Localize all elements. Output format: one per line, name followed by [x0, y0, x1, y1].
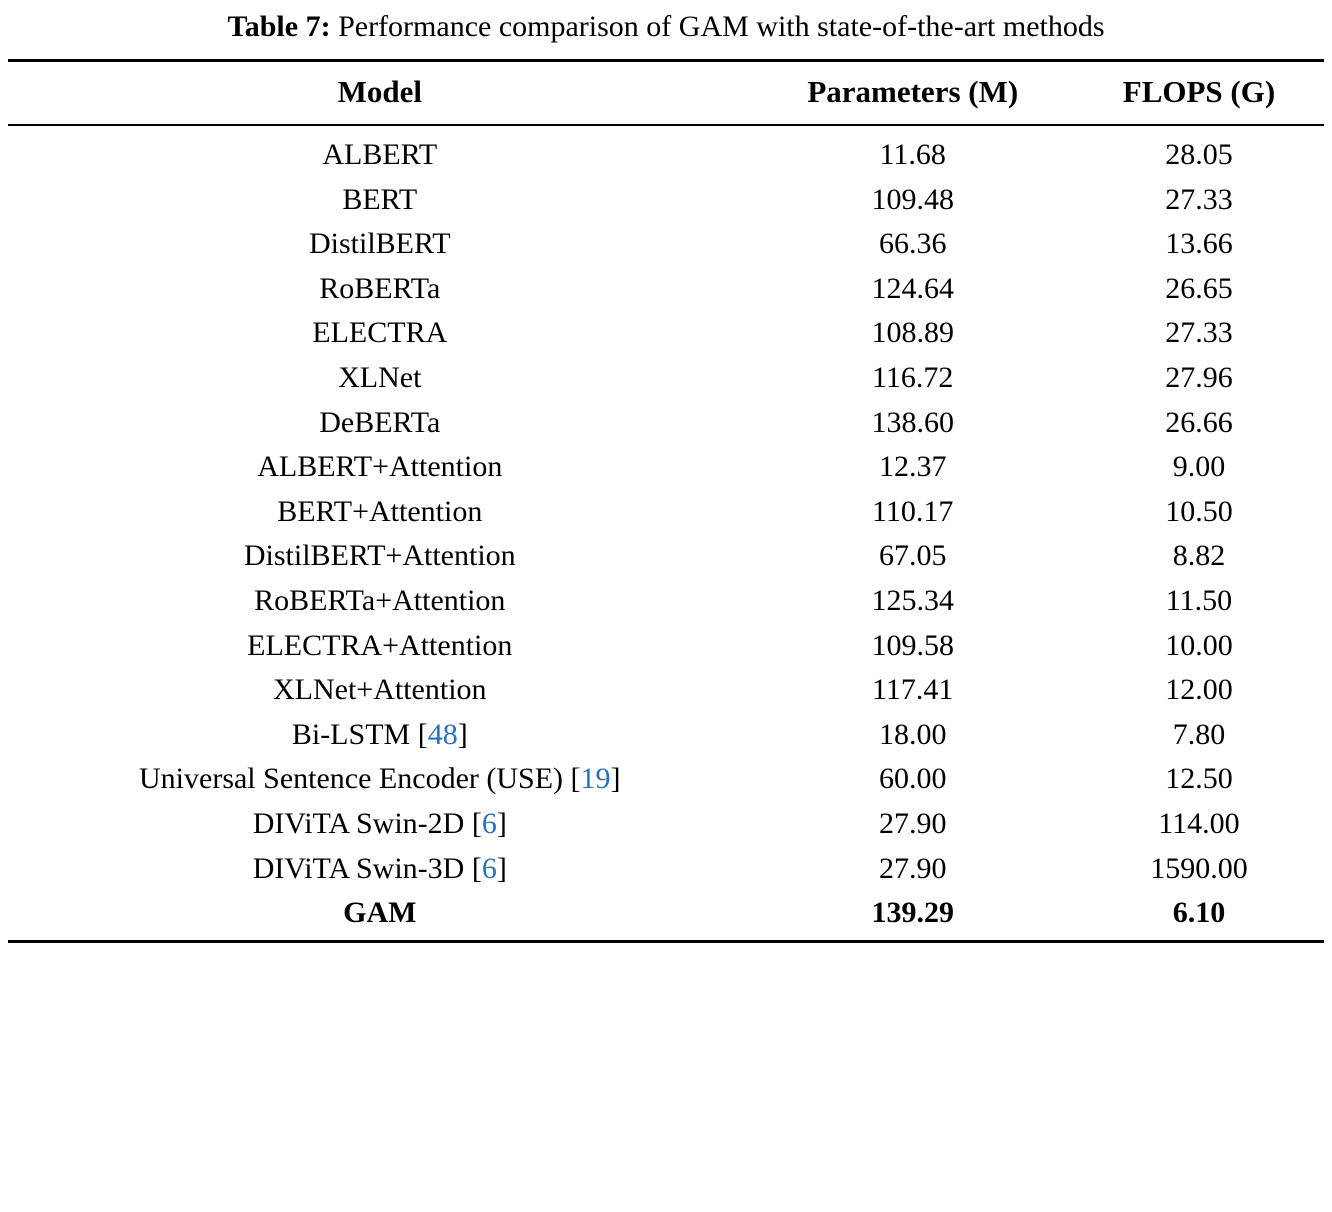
cell-flops: 26.66 — [1165, 405, 1233, 439]
cell-model — [8, 579, 752, 624]
model-name: DIViTA Swin-2D — [252, 806, 465, 840]
model-name: Universal Sentence Encoder (USE) — [139, 762, 564, 796]
table-header — [8, 61, 1324, 126]
cell-model — [8, 178, 752, 223]
table-row — [8, 356, 1324, 401]
table-row — [8, 713, 1324, 758]
table-row — [8, 445, 1324, 490]
cell-flops: 28.05 — [1165, 138, 1233, 171]
cell-parameters: 125.34 — [871, 583, 954, 617]
model-name: Bi-LSTM — [291, 717, 411, 751]
cell-model — [8, 624, 752, 669]
table-row — [8, 178, 1324, 223]
table-row — [8, 534, 1324, 579]
model-name: RoBERTa+Attention — [254, 583, 506, 617]
cell-parameters: 27.90 — [879, 806, 947, 840]
cell-flops: 9.00 — [1172, 450, 1226, 484]
table-caption — [8, 0, 1324, 59]
column-header-model: Model — [8, 61, 752, 126]
cell-flops: 12.00 — [1165, 673, 1233, 707]
cell-model — [8, 356, 752, 401]
model-name: ALBERT — [322, 138, 438, 171]
header-row — [8, 61, 1324, 126]
cell-parameters: 27.90 — [879, 851, 947, 885]
cell-model — [8, 534, 752, 579]
model-name: DeBERTa — [319, 405, 441, 439]
model-name: RoBERTa — [319, 271, 441, 305]
cell-model — [8, 311, 752, 356]
cell-model — [8, 267, 752, 312]
bottom-rule — [8, 941, 1324, 947]
cell-parameters: 117.41 — [872, 673, 954, 707]
table-row — [8, 668, 1324, 713]
citation-number[interactable]: 48 — [427, 717, 458, 751]
model-name: ALBERT+Attention — [257, 450, 503, 484]
cell-model — [8, 847, 752, 892]
cell-model — [8, 490, 752, 535]
table-row — [8, 267, 1324, 312]
table-row — [8, 125, 1324, 178]
model-name: ELECTRA+Attention — [247, 628, 513, 662]
model-name: XLNet — [338, 360, 422, 394]
table-row — [8, 579, 1324, 624]
cell-model — [8, 713, 752, 758]
cell-parameters: 67.05 — [879, 539, 947, 573]
cell-flops: 27.33 — [1165, 316, 1233, 350]
cell-flops: 6.10 — [1172, 896, 1226, 930]
cell-flops: 11.50 — [1165, 583, 1233, 617]
cell-parameters: 116.72 — [872, 360, 954, 394]
model-name: XLNet+Attention — [273, 673, 487, 707]
cell-parameters: 109.58 — [871, 628, 954, 662]
model-name: DistilBERT+Attention — [243, 539, 516, 573]
cell-parameters: 124.64 — [871, 271, 954, 305]
model-name: DistilBERT — [308, 227, 451, 261]
cell-flops: 10.50 — [1165, 494, 1233, 528]
cell-flops: 26.65 — [1165, 271, 1233, 305]
cell-model — [8, 401, 752, 446]
cell-parameters: 108.89 — [871, 316, 954, 350]
bracket-open: [ — [464, 806, 482, 840]
model-name: BERT+Attention — [277, 494, 483, 528]
table-row — [8, 847, 1324, 892]
table-row — [8, 222, 1324, 267]
cell-flops: 10.00 — [1165, 628, 1233, 662]
cell-parameters: 139.29 — [871, 896, 954, 930]
cell-flops: 27.33 — [1165, 182, 1233, 216]
cell-model — [8, 891, 752, 941]
citation-reference[interactable] — [563, 762, 621, 795]
cell-parameters: 66.36 — [879, 227, 947, 261]
cell-parameters: 18.00 — [879, 717, 947, 751]
model-name: DIViTA Swin-3D — [252, 851, 465, 885]
cell-flops: 8.82 — [1172, 539, 1226, 573]
citation-reference[interactable] — [464, 807, 507, 840]
cell-parameters: 60.00 — [879, 762, 947, 796]
cell-model — [8, 445, 752, 490]
cell-model — [8, 125, 752, 178]
bracket-open: [ — [563, 762, 581, 796]
table-row — [8, 802, 1324, 847]
cell-parameters: 138.60 — [871, 405, 954, 439]
cell-parameters: 110.17 — [872, 494, 954, 528]
bracket-open: [ — [410, 717, 428, 751]
cell-model — [8, 222, 752, 267]
table-row — [8, 624, 1324, 669]
cell-parameters: 109.48 — [871, 182, 954, 216]
citation-number[interactable]: 6 — [481, 806, 497, 840]
cell-parameters: 12.37 — [879, 450, 947, 484]
table-row — [8, 891, 1324, 941]
model-name: BERT — [342, 182, 418, 216]
cell-model — [8, 757, 752, 802]
table-row — [8, 401, 1324, 446]
table-row — [8, 311, 1324, 356]
citation-reference[interactable] — [410, 718, 468, 751]
bracket-close: ] — [496, 851, 507, 885]
table-row — [8, 757, 1324, 802]
table-row — [8, 490, 1324, 535]
citation-reference[interactable] — [464, 852, 507, 885]
bracket-close: ] — [496, 806, 507, 840]
performance-comparison-table — [8, 59, 1324, 947]
table-body — [8, 125, 1324, 941]
cell-flops: 27.96 — [1165, 360, 1233, 394]
bracket-close: ] — [457, 717, 468, 751]
model-name: GAM — [343, 896, 417, 930]
cell-flops: 12.50 — [1165, 762, 1233, 796]
citation-number[interactable]: 6 — [481, 851, 497, 885]
table-bottom-rule — [8, 941, 1324, 947]
cell-flops: 114.00 — [1158, 806, 1240, 840]
bracket-open: [ — [464, 851, 482, 885]
column-header-flops: FLOPS (G) — [1074, 61, 1324, 126]
cell-flops: 1590.00 — [1150, 851, 1248, 885]
cell-parameters: 11.68 — [879, 138, 946, 171]
model-name: ELECTRA — [312, 316, 448, 350]
cell-model — [8, 668, 752, 713]
citation-number[interactable]: 19 — [580, 762, 611, 796]
caption-label: Table 7: — [227, 10, 331, 43]
cell-model — [8, 802, 752, 847]
caption-text: Performance comparison of GAM with state-of-the-art methods — [338, 10, 1105, 43]
cell-flops: 7.80 — [1172, 717, 1226, 751]
cell-flops: 13.66 — [1165, 227, 1233, 261]
column-header-parameters: Parameters (M) — [752, 61, 1074, 126]
bracket-close: ] — [610, 762, 621, 796]
